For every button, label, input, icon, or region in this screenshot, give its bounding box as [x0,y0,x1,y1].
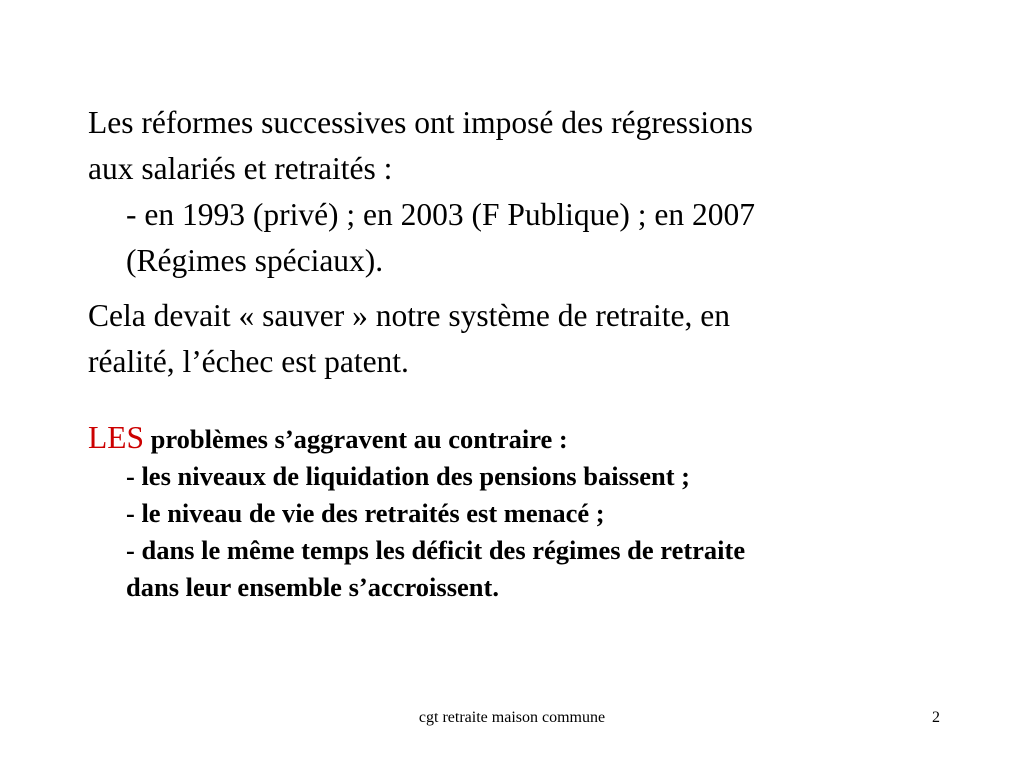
problemes-intro: problèmes s’aggravent au contraire : [150,424,568,454]
paragraph-reformes-line1: Les réformes successives ont imposé des régressions [88,105,753,140]
bullet-item: - le niveau de vie des retraités est menacé ; [126,498,605,528]
les-highlight: LES [88,420,145,455]
reformes-dates-line1: - en 1993 (privé) ; en 2003 (F Publique) ; en 2007 [126,197,756,232]
page-number: 2 [932,709,940,726]
paragraph-reformes-line2: aux salariés et retraités : [88,151,393,186]
bullet-deficit-line2: dans leur ensemble s’accroissent. [126,572,499,602]
bullet-deficit-line1: - dans le même temps les déficit des régimes de retraite [126,535,746,565]
reformes-dates-line2: (Régimes spéciaux). [126,243,384,278]
bullet-item [88,532,968,606]
bullet-item: - les niveaux de liquidation des pensions baissent ; [126,461,690,491]
footer-text: cgt retraite maison commune [418,709,606,726]
paragraph-reformes [88,100,948,284]
paragraph-echec [88,293,948,385]
reformes-dates-item [88,192,948,284]
paragraph-echec-line1: Cela devait « sauver » notre système de retraite, en [88,298,730,333]
paragraph-problemes [88,419,968,606]
paragraph-echec-line2: réalité, l’échec est patent. [88,344,409,379]
